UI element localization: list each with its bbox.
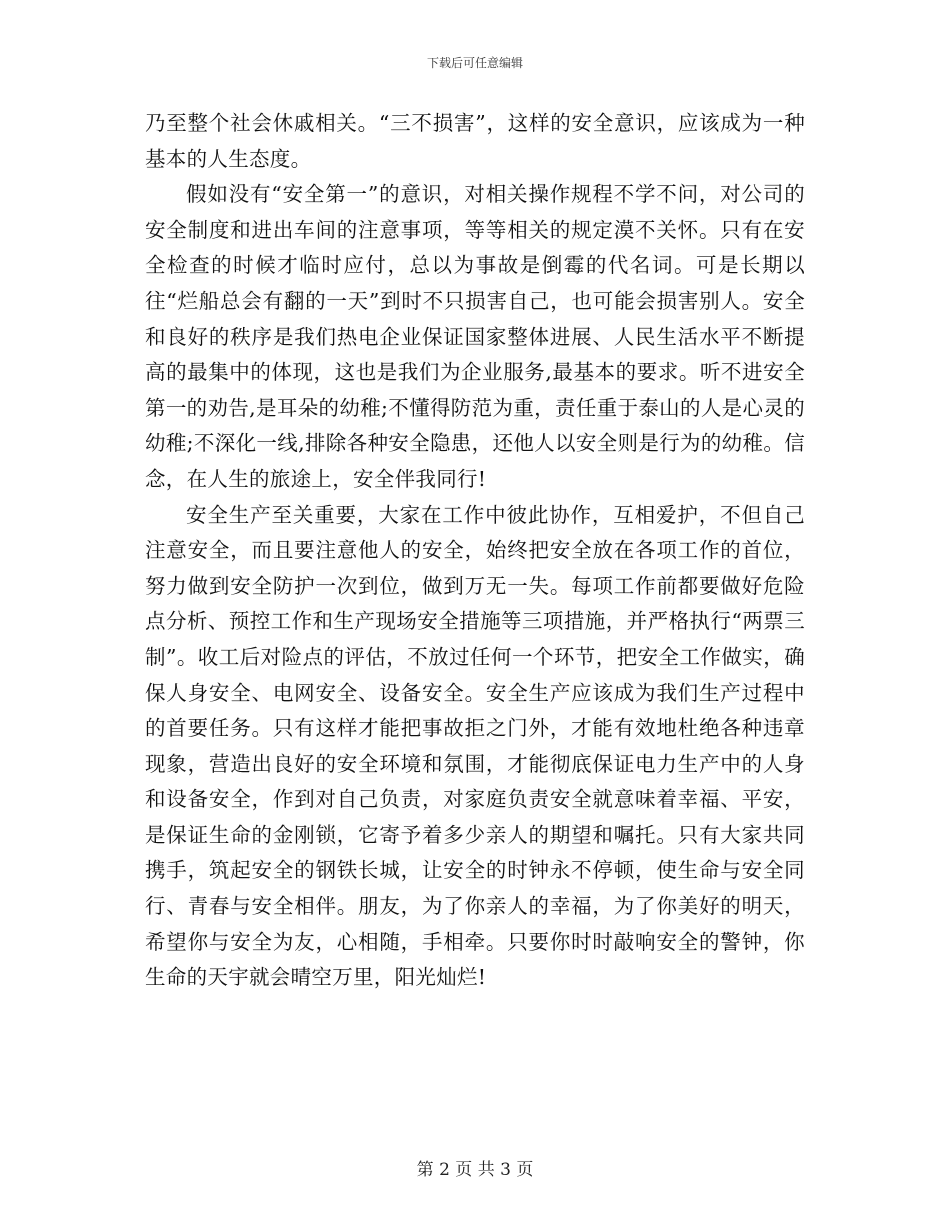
page-number-footer: 第 2 页 共 3 页	[416, 1160, 534, 1180]
document-body	[145, 106, 805, 996]
paragraph: 假如没有“安全第一”的意识，对相关操作规程不学不问，对公司的安全制度和进出车间的注意事项，等等相关的规定漠不关怀。只有在安全检查的时候才临时应付，总以为事故是倒霉的代名词。可是长期以往“烂船总会有翻的一天”到时不只损害自己，也可能会损害别人。安全和良好的秩序是我们热电企业保证国家整体进展、人民生活水平不断提高的最集中的体现，这也是我们为企业服务,最基本的要求。听不进安全第一的劝告,是耳朵的幼稚;不懂得防范为重，责任重于泰山的人是心灵的幼稚;不深化一线,排除各种安全隐患，还他人以安全则是行为的幼稚。信念，在人生的旅途上，安全伴我同行!	[145, 182, 805, 491]
paragraph: 安全生产至关重要，大家在工作中彼此协作，互相爱护，不但自己注意安全，而且要注意他人的安全，始终把安全放在各项工作的首位，努力做到安全防护一次到位，做到万无一失。每项工作前都要做好危险点分析、预控工作和生产现场安全措施等三项措施，并严格执行“两票三制”。收工后对险点的评估，不放过任何一个环节，把安全工作做实，确保人身安全、电网安全、设备安全。安全生产应该成为我们生产过程中的首要任务。只有这样才能把事故拒之门外，才能有效地杜绝各种违章现象，营造出良好的安全环境和氛围，才能彻底保证电力生产中的人身和设备安全，作到对自己负责，对家庭负责安全就意味着幸福、平安，是保证生命的金刚锁，它寄予着多少亲人的期望和嘱托。只有大家共同携手，筑起安全的钢铁长城，让安全的时钟永不停顿，使生命与安全同行、青春与安全相伴。朋友，为了你亲人的幸福，为了你美好的明天，希望你与安全为友，心相随，手相牵。只要你时时敲响安全的警钟，你生命的天宇就会晴空万里，阳光灿烂!	[145, 502, 805, 990]
paragraph-continued: 乃至整个社会休戚相关。“三不损害”，这样的安全意识，应该成为一种基本的人生态度。	[145, 111, 805, 171]
page-header: 下载后可任意编辑	[426, 56, 523, 70]
